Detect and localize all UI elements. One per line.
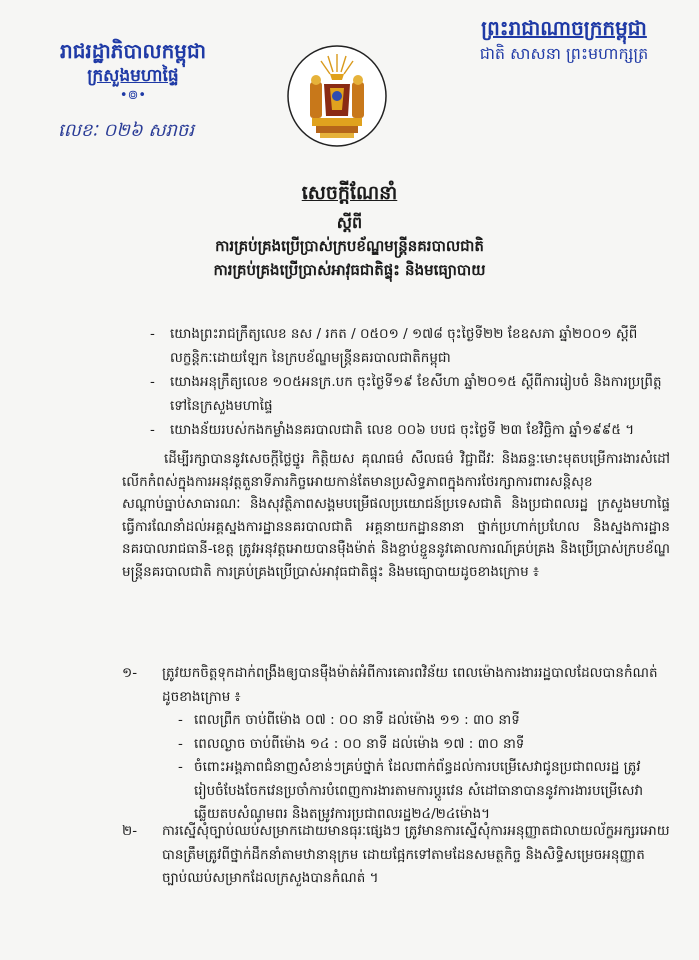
- shift-note-text: ចំពោះអង្គភាពជំនាញសំខាន់ៗគ្រប់ថ្នាក់ ដែលពាក់ព័ន្ធដល់ការបម្រើសេវាជូនប្រជាពលរដ្ឋ ត្រូវរៀបចំបែងចែកវេនប្រចាំការបំពេញការងារតាមការប្តូរវេន សំដៅធានាបាននូវការងារបម្រើសេវា ឆ្លើយតបសំណូមពរ និងតម្រូវការប្រជាពលរដ្ឋ២៤/២៤ម៉ោង។: [194, 759, 644, 822]
- intro-paragraph: ដើម្បីរក្សាបាននូវសេចក្តីថ្លៃថ្នូរ កិត្តិយស គុណធម៌ សីលធម៌ វិជ្ជាជីវៈ និងឆន្ទៈមោះមុតបម្រើការងារសំដៅលើកកំពស់ក្នុងការអនុវត្តតួនាទីភារកិច្ចអោយកាន់តែមានប្រសិទ្ធភាពក្នុងការថែរក្សាការពារសន្តិសុខ សណ្តាប់ធ្នាប់សាធារណៈ និងសុវត្ថិភាពសង្គមបម្រើផលប្រយោជន៍ប្រទេសជាតិ និងប្រជាពលរដ្ឋ ក្រសួងមហាផ្ទៃ ធ្វើការណែនាំដល់អគ្គស្នងការដ្ឋាននគរបាលជាតិ អគ្គនាយកដ្ឋាននានា ថ្នាក់ប្រហាក់ប្រហែល និងស្នងការដ្ឋាននគរបាលរាជធានី-ខេត្ត ត្រូវអនុវត្តអោយបានម៉ឺងម៉ាត់ និងខ្ជាប់ខ្ជួននូវគោលការណ៍គ្រប់គ្រង និងប្រើប្រាស់ក្របខ័ណ្ឌមន្ត្រីនគរបាលជាតិ ការគ្រប់គ្រងប្រើប្រាស់អាវុធជាតិផ្ទុះ និងមធ្យោបាយដូចខាងក្រោម ៖: [122, 451, 670, 580]
- national-motto: ជាតិ សាសនា ព្រះមហាក្សត្រ: [479, 44, 649, 63]
- ministry-name: ក្រសួងមហាផ្ទៃ: [87, 66, 179, 86]
- section-text: ត្រូវយកចិត្តទុកដាក់ពង្រឹងឲ្យបានម៉ឺងម៉ាត់អំពីការគោរពវិន័យ ពេលម៉ោងការងាររដ្ឋបាលដែលបានកំណត់ដូចខាងក្រោម ៖: [162, 665, 658, 705]
- section-number: ១-: [122, 665, 138, 681]
- section-1-heading: [122, 662, 674, 709]
- time-list: [122, 709, 674, 827]
- section-1: [122, 662, 674, 827]
- bullet-dash: -: [178, 712, 183, 728]
- reference-text: យោងន័យរបស់កងកម្លាំងនគរបាលជាតិ លេខ ០០៦ បបជ ចុះថ្ងៃទី ២៣ ខែវិច្ឆិកា ឆ្នាំ១៩៩៥ ។: [170, 422, 635, 438]
- document-about-label: ស្តីពី: [336, 213, 363, 232]
- subject-line-1: ការគ្រប់គ្រងប្រើប្រាស់ក្របខ័ណ្ឌមន្ត្រីនគរបាលជាតិ: [215, 237, 484, 255]
- time-item: [178, 709, 674, 733]
- reference-item: [150, 370, 670, 418]
- reference-item: [150, 418, 670, 442]
- time-item: [178, 733, 674, 757]
- subject-line-2: ការគ្រប់គ្រងប្រើប្រាស់អាវុធជាតិផ្ទុះ និងមធ្យោបាយ: [213, 261, 486, 279]
- reference-item: [150, 322, 670, 370]
- bullet-dash: -: [178, 759, 183, 775]
- government-name: រាជរដ្ឋាភិបាលកម្ពុជា: [60, 39, 206, 63]
- header-right: [449, 14, 679, 66]
- bullet-dash: -: [150, 326, 155, 342]
- bullet-dash: -: [150, 422, 155, 438]
- document-title: សេចក្តីណែនាំ: [301, 182, 398, 204]
- bullet-dash: -: [150, 374, 155, 390]
- reference-text: យោងអនុក្រឹត្យលេខ ១០៥អនក្រ.បក ចុះថ្ងៃទី១៩ ខែសីហា ឆ្នាំ២០១៥ ស្តីពីការរៀបចំ និងការប្រព្រឹត្តទៅនៃក្រសួងមហាផ្ទៃ: [170, 374, 662, 414]
- kingdom-name: ព្រះរាជាណាចក្រកម្ពុជា: [481, 16, 647, 40]
- time-text: ពេលល្ងាច ចាប់ពីម៉ោង ១៤ : ០០ នាទី ដល់ម៉ោង ១៧ : ៣០ នាទី: [194, 735, 525, 752]
- section-2-heading: [122, 820, 674, 891]
- ornament: •៙•: [119, 88, 147, 103]
- section-2: [122, 820, 674, 891]
- section-number: ២-: [122, 823, 138, 839]
- references-list: [150, 322, 670, 442]
- shift-note: [178, 756, 674, 827]
- title-block: [0, 180, 699, 282]
- royal-emblem-icon: [286, 44, 388, 148]
- bullet-dash: -: [178, 735, 183, 752]
- time-text: ពេលព្រឹក ចាប់ពីម៉ោង ០៧ : ០០ នាទី ដល់ម៉ោង ១១ : ៣០ នាទី: [194, 712, 520, 728]
- header-left: [28, 38, 238, 104]
- section-text: ការស្នើសុំច្បាប់ឈប់សម្រាកដោយមានធុរៈផ្សេងៗ ត្រូវមានការស្នើសុំការអនុញ្ញាតជាលាយល័ក្ខអក្សរអោយបានត្រឹមត្រូវពីថ្នាក់ដឹកនាំតាមឋានានុក្រម ដោយផ្អែកទៅតាមដែនសមត្ថកិច្ច និងសិទ្ធិសម្រេចអនុញ្ញាតច្បាប់ឈប់សម្រាកដែលក្រសួងបានកំណត់ ។: [162, 823, 670, 886]
- document-number: លេខៈ ០២៦ សរាចរ: [58, 120, 195, 141]
- reference-text: យោងព្រះរាជក្រឹត្យលេខ នស / រកត / ០៥០១ / ១៧៨ ចុះថ្ងៃទី២២ ខែឧសភា ឆ្នាំ២០០១ ស្តីពីលក្ខន្តិកៈដោយឡែក នៃក្របខ័ណ្ឌមន្ត្រីនគរបាលជាតិកម្ពុជា: [170, 326, 638, 366]
